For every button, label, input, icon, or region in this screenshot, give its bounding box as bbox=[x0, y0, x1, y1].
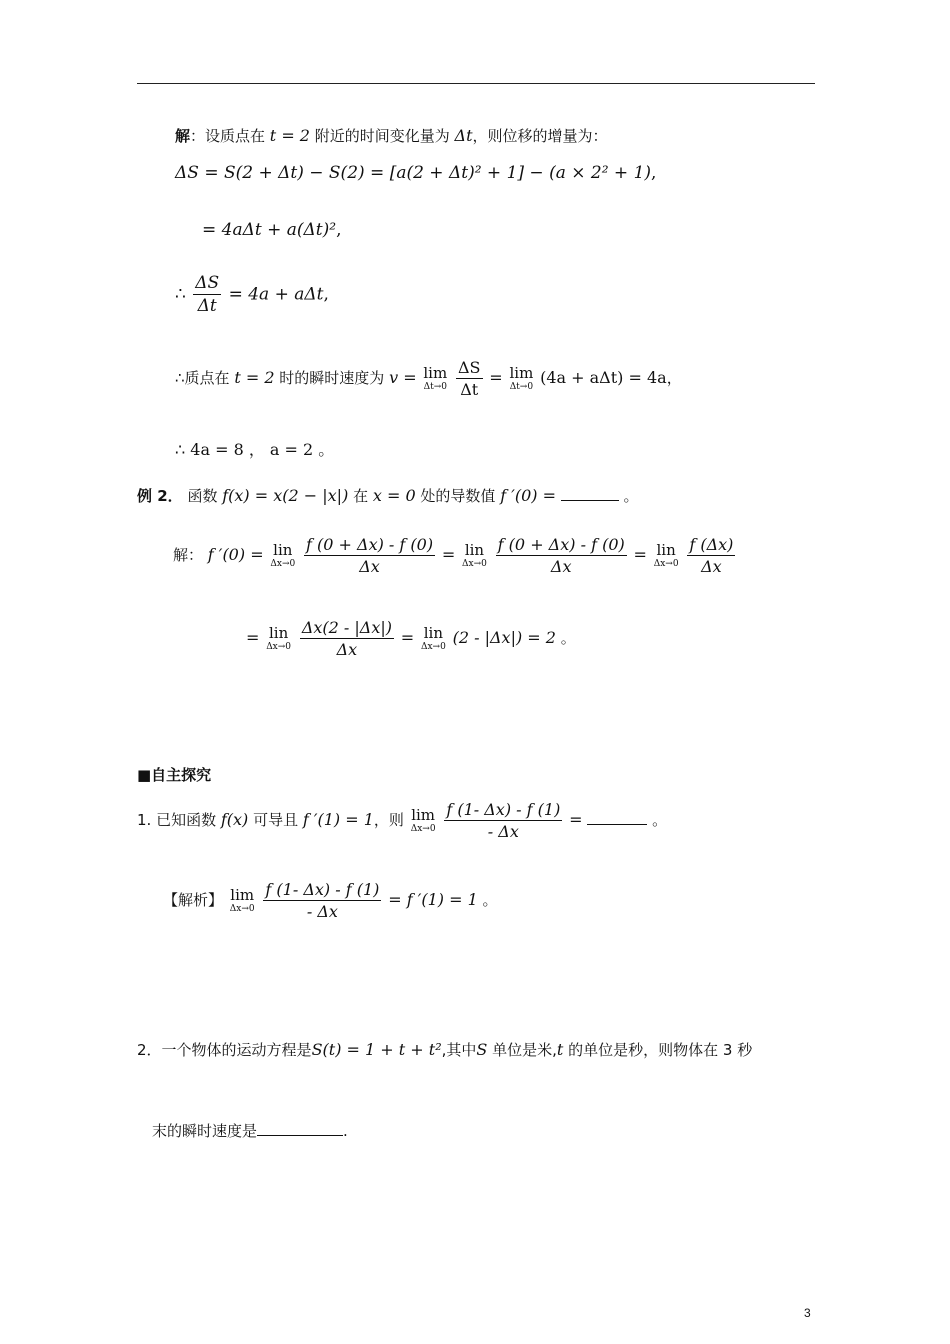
example-label: 例 2． bbox=[137, 487, 183, 505]
solution1-intro: 解：设质点在 t = 2 附近的时间变化量为 Δt，则位移的增量为： bbox=[175, 126, 608, 145]
limit-operator: lin Δx→0 bbox=[420, 624, 446, 652]
fraction: $\frac{f (0 + \Delta x) - f (0)}{\Delta x}$ bbox=[497, 535, 625, 576]
example2-line: 例 2． 函数 f(x) = x(2 − |x|) 在 x = 0 处的导数值 f ′(0) = 。 bbox=[137, 486, 639, 505]
conclusion-line: ∴ 4a = 8 ， a = 2 。 bbox=[175, 440, 335, 459]
limit-operator: lim Δx→0 bbox=[410, 806, 436, 834]
limit-operator: lim Δx→0 bbox=[229, 886, 255, 914]
limit-operator: lim Δt→0 bbox=[509, 364, 534, 392]
question1-analysis: 【解析】 lim Δx→0 $\frac{f (1- \Delta x) - f (1)}{- \Delta x}$ = f ′(1) = 1 。 bbox=[163, 880, 498, 921]
limit-operator: lin Δx→0 bbox=[462, 541, 487, 569]
velocity-line: ∴质点在 t = 2 时的瞬时速度为 v = lim Δt→0 $\frac{\Delta S}{\Delta t}$ = lim Δt→0 (4a + aΔt) = 4a， bbox=[175, 358, 682, 399]
answer-blank bbox=[257, 1135, 343, 1136]
fraction: $\frac{f (1- \Delta x) - f (1)}{- \Delta x}$ bbox=[265, 880, 380, 921]
velocity-fraction: $\frac{\Delta S}{\Delta t}$ bbox=[457, 358, 481, 399]
equation-expanded: = 4aΔt + a(Δt)², bbox=[202, 220, 342, 240]
question1-line: 1. 已知函数 f(x) 可导且 f ′(1) = 1，则 lim Δx→0 $\frac{f (1- \Delta x) - f (1)}{- \Delta x}$ = 。 bbox=[137, 800, 668, 841]
equation-ratio: ∴ $\frac{\Delta S}{\Delta t}$ = 4a + aΔt, bbox=[175, 273, 329, 316]
answer-blank bbox=[561, 500, 619, 501]
equation-delta-s: ΔS = S(2 + Δt) − S(2) = [a(2 + Δt)² + 1] − (a × 2² + 1), bbox=[175, 163, 657, 183]
limit-operator: lin Δx→0 bbox=[653, 541, 679, 569]
limit-operator: lim Δt→0 bbox=[423, 364, 448, 392]
solution-label: 解 bbox=[175, 127, 191, 145]
limit-operator: lin Δx→0 bbox=[270, 541, 296, 569]
fraction: $\frac{\Delta x(2 - |\Delta x|)}{\Delta x}$ bbox=[301, 618, 392, 659]
fraction: $\frac{f (0 + \Delta x) - f (0)}{\Delta x}$ bbox=[306, 535, 434, 576]
page-number: 3 bbox=[804, 1306, 811, 1320]
example2-solution-line2: = lin Δx→0 $\frac{\Delta x(2 - |\Delta x|)}{\Delta x}$ = lin Δx→0 (2 - |Δx|) = 2 。 bbox=[246, 618, 576, 659]
question2-line2: 末的瞬时速度是 . bbox=[152, 1122, 348, 1140]
limit-operator: lin Δx→0 bbox=[266, 624, 292, 652]
fraction: $\frac{f (1- \Delta x) - f (1)}{- \Delta x}$ bbox=[446, 800, 561, 841]
question2-line1: 2．一个物体的运动方程是S(t) = 1 + t + t²,其中S 单位是米,t 的单位是秒，则物体在 3 秒 bbox=[137, 1040, 753, 1059]
fraction: $\frac{f (\Delta x)}{\Delta x}$ bbox=[689, 535, 734, 576]
example2-solution-line1: 解： f ′(0) = lin Δx→0 $\frac{f (0 + \Delta x) - f (0)}{\Delta x}$ = lin Δx→0 $\frac{f (0 + \Delta x) - f (0)}{\Delta x}$ = lin Δx→0 $\frac{f (\Delta x)}{\Delta x}$ bbox=[173, 535, 734, 576]
section-heading: ■自主探究 bbox=[137, 766, 212, 784]
ratio-fraction: $\frac{\Delta S}{\Delta t}$ bbox=[195, 273, 220, 316]
answer-blank bbox=[587, 824, 647, 825]
header-rule bbox=[137, 83, 815, 84]
